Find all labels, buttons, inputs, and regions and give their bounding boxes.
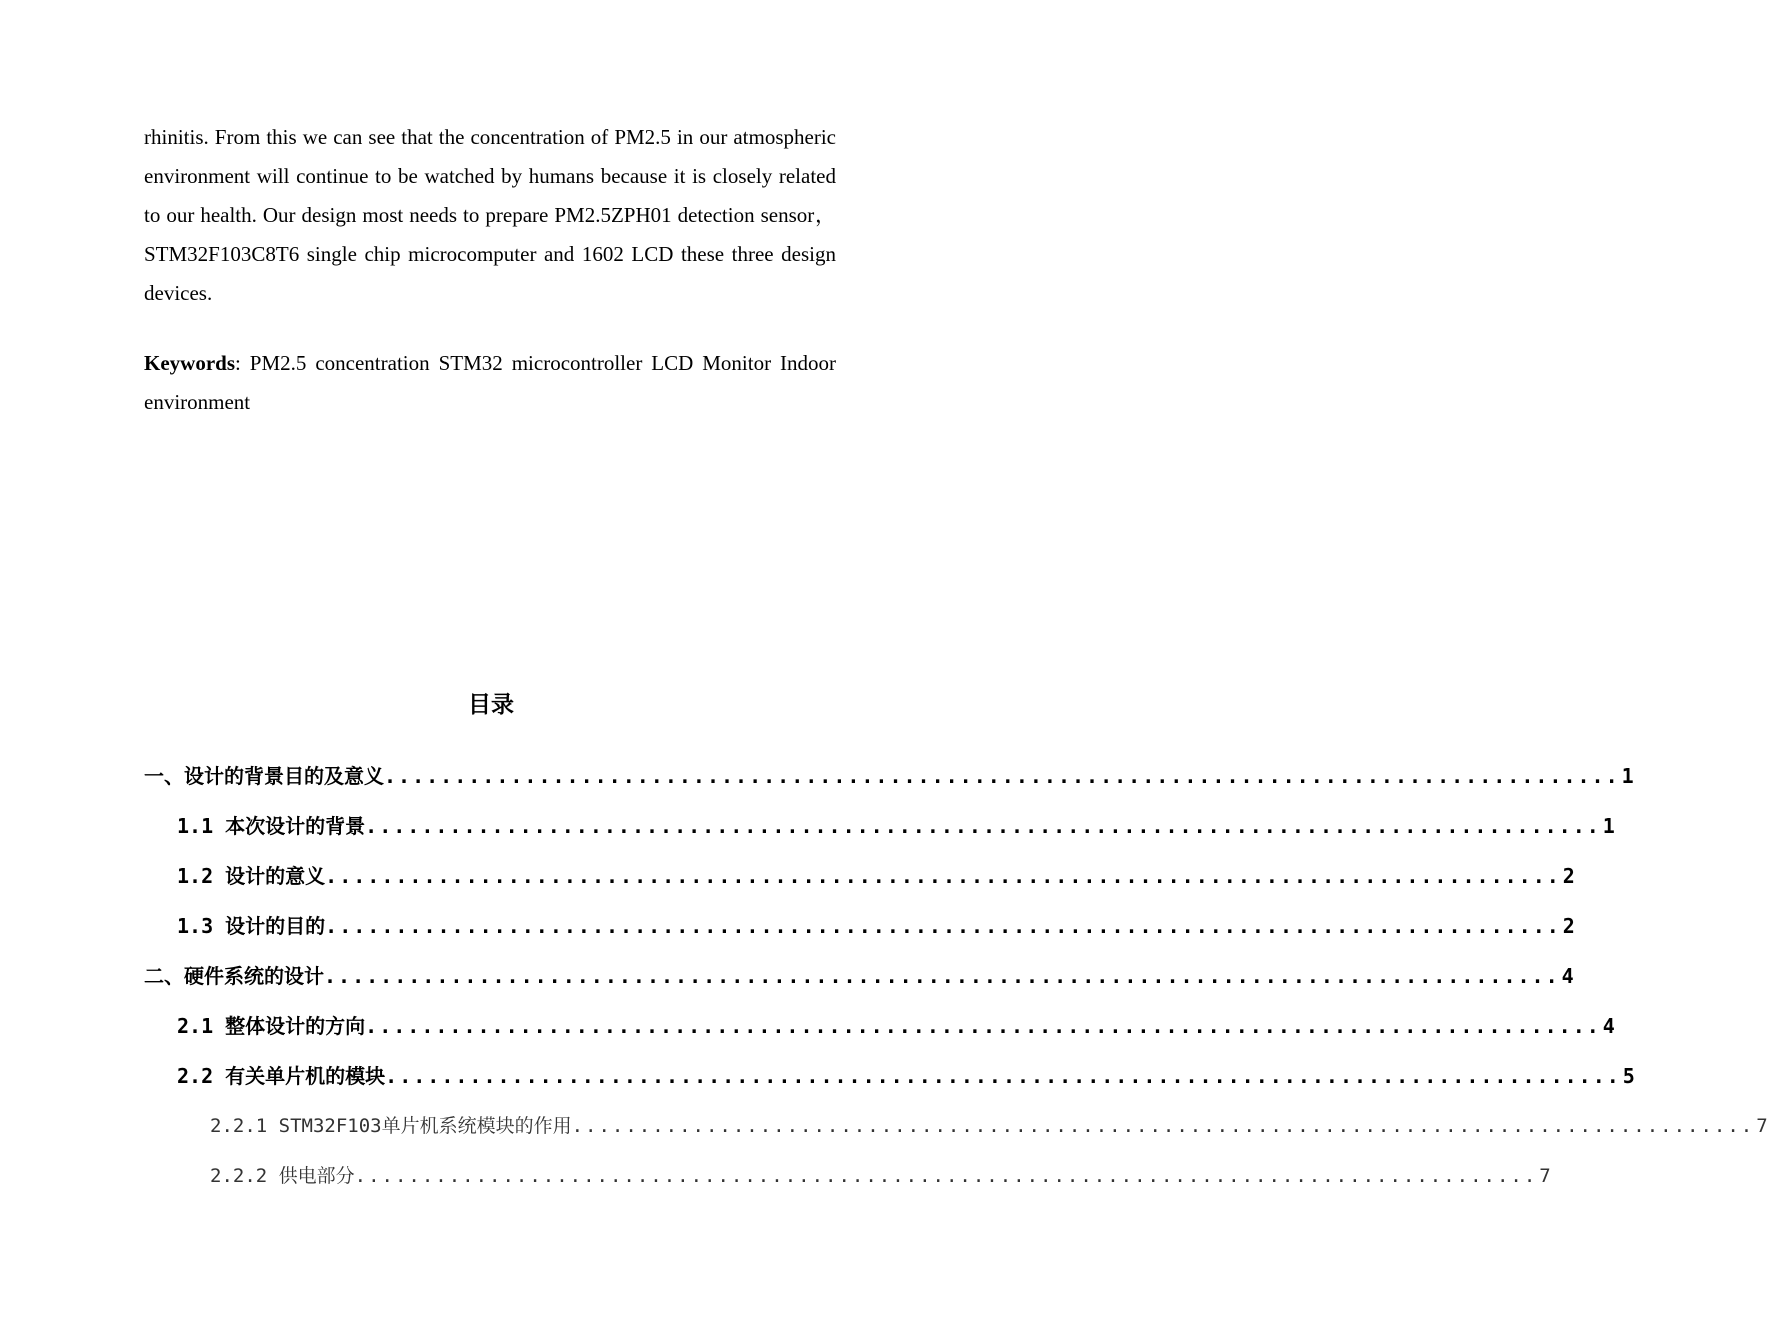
- keywords-text: PM2.5 concentration STM32 microcontroller LCD Monitor Indoor environment: [144, 351, 836, 414]
- toc-entry[interactable]: [177, 860, 1575, 892]
- toc-leader-dots: ........................................................................................: [384, 764, 1620, 788]
- toc-entry-label: 二、硬件系统的设计: [144, 964, 324, 988]
- toc-title: 目录: [468, 692, 514, 718]
- toc-entry[interactable]: [210, 1160, 1551, 1192]
- toc-leader-dots: ........................................................................................: [571, 1115, 1755, 1137]
- abstract-paragraph: rhinitis. From this we can see that the concentration of PM2.5 in our atmospheric environment will continue to be watched by humans because it is closely related to our health. Our design most needs to prepare PM2.5ZPH01 detection sensor， STM32F103C8T6 single chip microcomputer and 1602 LCD these three design devices.: [144, 125, 836, 305]
- toc-entry-label: 2.2.1 STM32F103单片机系统模块的作用: [210, 1115, 572, 1137]
- toc-leader-dots: ........................................................................................: [324, 964, 1560, 988]
- toc-entry[interactable]: [144, 960, 1574, 992]
- toc-entry[interactable]: [177, 910, 1575, 942]
- toc-entry-page: 1: [1602, 814, 1615, 838]
- toc-entry[interactable]: [210, 1110, 1768, 1142]
- toc-entry-label: 2.2.2 供电部分: [210, 1165, 355, 1187]
- toc-entry-label: 一、设计的背景目的及意义: [144, 764, 384, 788]
- toc-entry-page: 7: [1756, 1115, 1768, 1137]
- toc-leader-dots: ........................................................................................: [365, 1014, 1601, 1038]
- toc-entry[interactable]: [177, 810, 1615, 842]
- toc-entry-page: 7: [1539, 1165, 1551, 1187]
- toc-leader-dots: ........................................................................................: [325, 914, 1561, 938]
- toc-leader-dots: ........................................................................................: [354, 1165, 1538, 1187]
- toc-entry-page: 4: [1602, 1014, 1615, 1038]
- toc-entry-page: 5: [1622, 1064, 1635, 1088]
- toc-entry-label: 1.2 设计的意义: [177, 864, 326, 888]
- toc-entry-page: 1: [1621, 764, 1634, 788]
- toc-entry[interactable]: [177, 1060, 1635, 1092]
- toc-entry[interactable]: [144, 760, 1634, 792]
- toc-entry-page: 2: [1562, 914, 1575, 938]
- toc-entry-page: 2: [1562, 864, 1575, 888]
- toc-entry-label: 1.1 本次设计的背景: [177, 814, 366, 838]
- keywords-paragraph: [144, 344, 836, 422]
- toc-entry-label: 2.1 整体设计的方向: [177, 1014, 366, 1038]
- toc-entry-page: 4: [1561, 964, 1574, 988]
- toc-entry-label: 1.3 设计的目的: [177, 914, 326, 938]
- keywords-separator: :: [235, 351, 241, 375]
- toc-leader-dots: ........................................................................................: [385, 1064, 1621, 1088]
- toc-leader-dots: ........................................................................................: [325, 864, 1561, 888]
- toc-entry[interactable]: [177, 1010, 1615, 1042]
- toc-leader-dots: ........................................................................................: [365, 814, 1601, 838]
- keywords-label: Keywords: [144, 351, 235, 375]
- toc-entry-label: 2.2 有关单片机的模块: [177, 1064, 386, 1088]
